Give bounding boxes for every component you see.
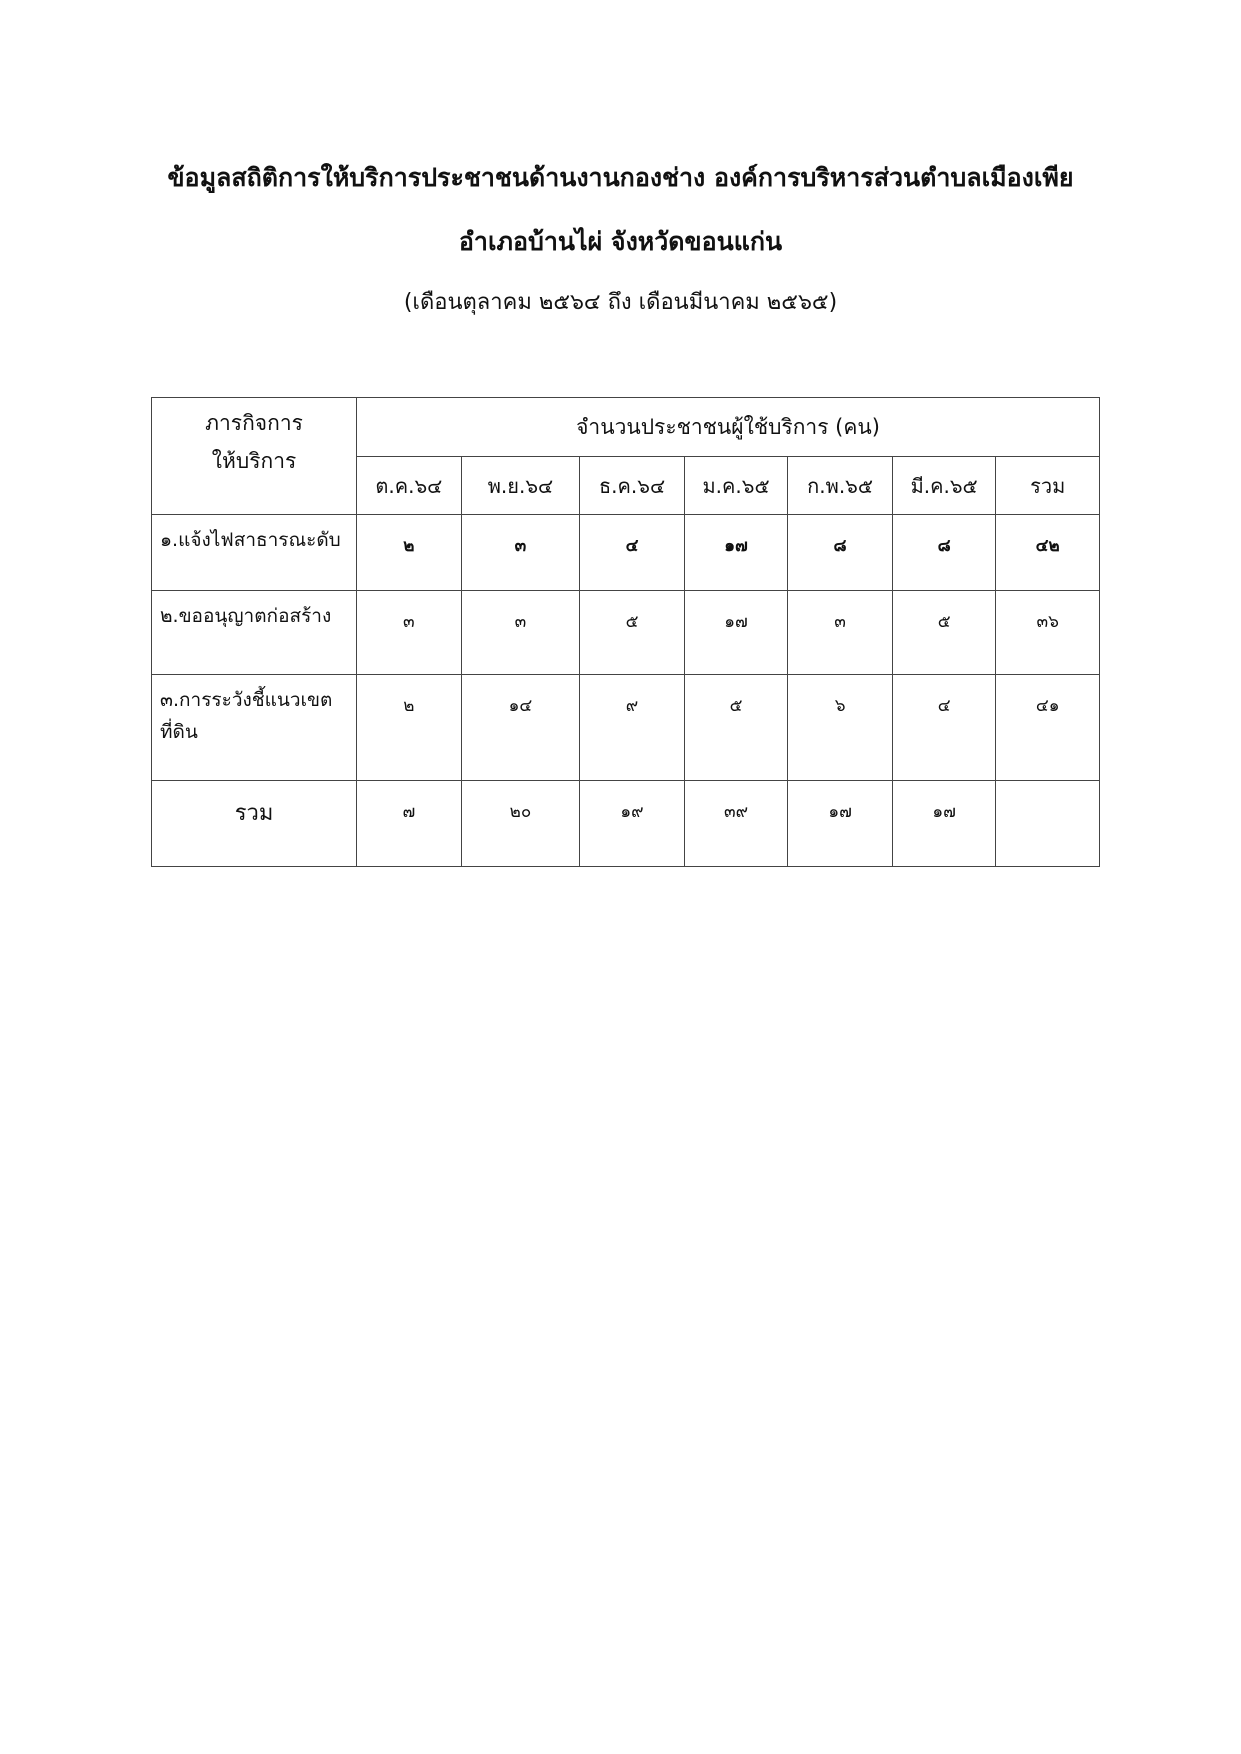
month-header: ธ.ค.๖๔ <box>580 457 685 515</box>
sum-cell: ๑๗ <box>892 781 996 867</box>
table-cell: ๘ <box>788 515 893 591</box>
document-title: ข้อมูลสถิติการให้บริการประชาชนด้านงานกองช่าง องค์การบริหารส่วนตำบลเมืองเพีย <box>167 163 1074 192</box>
service-count-header: จำนวนประชาชนผู้ใช้บริการ (คน) <box>357 398 1100 457</box>
sum-cell: ๒๐ <box>461 781 580 867</box>
month-header: ม.ค.๖๕ <box>684 457 788 515</box>
table-cell: ๕ <box>684 675 788 781</box>
sum-cell: ๑๙ <box>580 781 685 867</box>
table-cell: ๒ <box>357 675 462 781</box>
table-cell: ๔ <box>892 675 996 781</box>
table-cell: ๑๔ <box>461 675 580 781</box>
table-cell: ๕ <box>892 591 996 675</box>
table-header-row <box>152 398 1100 457</box>
table-cell: ๓ <box>461 591 580 675</box>
table-cell: ๓ <box>357 591 462 675</box>
month-header: พ.ย.๖๔ <box>461 457 580 515</box>
table-row <box>152 591 1100 675</box>
row-total-cell: ๔๑ <box>996 675 1100 781</box>
table-row <box>152 675 1100 781</box>
row-label: ๒.ขออนุญาตก่อสร้าง <box>152 591 357 675</box>
sum-row-label: รวม <box>152 781 357 867</box>
sum-cell: ๑๗ <box>788 781 893 867</box>
month-header: ก.พ.๖๕ <box>788 457 893 515</box>
table-row <box>152 515 1100 591</box>
row-label: ๓.การระวังชี้แนวเขต ที่ดิน <box>152 675 357 781</box>
table-cell: ๑๗ <box>684 515 788 591</box>
row-label: ๑.แจ้งไฟสาธารณะดับ <box>152 515 357 591</box>
table-cell: ๑๗ <box>684 591 788 675</box>
row-total-cell: ๓๖ <box>996 591 1100 675</box>
service-statistics-table <box>151 397 1100 867</box>
table-cell: ๘ <box>892 515 996 591</box>
table-cell: ๓ <box>461 515 580 591</box>
document-subtitle-location: อำเภอบ้านไผ่ จังหวัดขอนแก่น <box>458 227 783 256</box>
sum-cell: ๗ <box>357 781 462 867</box>
total-header: รวม <box>996 457 1100 515</box>
month-header: มี.ค.๖๕ <box>892 457 996 515</box>
table-cell: ๕ <box>580 591 685 675</box>
table-cell: ๖ <box>788 675 893 781</box>
table-cell: ๔ <box>580 515 685 591</box>
mission-header: ภารกิจการ ให้บริการ <box>152 398 357 515</box>
month-header: ต.ค.๖๔ <box>357 457 462 515</box>
table-cell: ๓ <box>788 591 893 675</box>
table-cell: ๒ <box>357 515 462 591</box>
row-total-cell: ๔๒ <box>996 515 1100 591</box>
grand-total-cell <box>996 781 1100 867</box>
document-period: (เดือนตุลาคม ๒๕๖๔ ถึง เดือนมีนาคม ๒๕๖๕) <box>403 290 838 315</box>
sum-cell: ๓๙ <box>684 781 788 867</box>
table-cell: ๙ <box>580 675 685 781</box>
sum-row <box>152 781 1100 867</box>
